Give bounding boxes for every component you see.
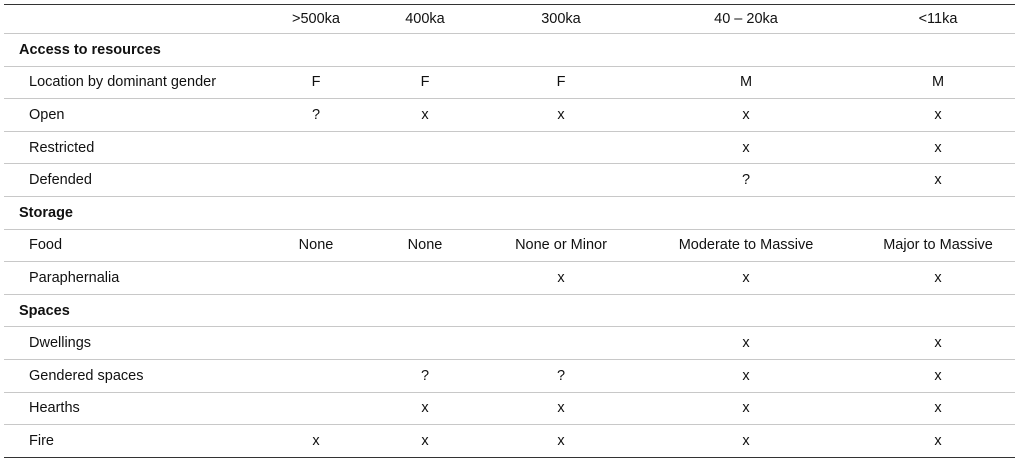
- table-cell: F: [556, 74, 566, 91]
- table-cell: x: [421, 400, 429, 417]
- row-label: Gendered spaces: [29, 367, 144, 384]
- table-row: [4, 327, 1015, 360]
- table-row: [4, 230, 1015, 263]
- section-title: Storage: [19, 204, 73, 221]
- table-row: [4, 393, 1015, 426]
- table-cell: x: [742, 367, 750, 384]
- table-row: [4, 425, 1015, 458]
- table-cell: F: [311, 74, 321, 91]
- table-cell: ?: [311, 106, 321, 123]
- section-title: Spaces: [19, 302, 70, 319]
- row-label: Paraphernalia: [29, 269, 120, 286]
- table-row: [4, 164, 1015, 197]
- data-table: [4, 4, 1015, 458]
- column-header: >500ka: [292, 11, 340, 27]
- table-cell: x: [557, 106, 565, 123]
- row-label: Restricted: [29, 139, 95, 156]
- table-cell: x: [557, 400, 565, 417]
- table-cell: x: [742, 432, 750, 449]
- row-label: Open: [29, 106, 65, 123]
- row-label: Fire: [29, 432, 54, 449]
- table-cell: x: [557, 432, 565, 449]
- table-row: [4, 262, 1015, 295]
- table-cell: x: [742, 106, 750, 123]
- table-cell: x: [934, 172, 942, 189]
- table-header-row: [4, 4, 1015, 34]
- table-cell: M: [931, 74, 945, 91]
- table-row: [4, 132, 1015, 165]
- table-row: [4, 67, 1015, 100]
- table-cell: x: [742, 400, 750, 417]
- table-cell: x: [934, 335, 942, 352]
- table-cell: x: [742, 335, 750, 352]
- section-header-access-to-resources: [4, 34, 1015, 67]
- column-header: 300ka: [541, 11, 581, 27]
- table-cell: ?: [556, 367, 566, 384]
- row-label: Food: [29, 237, 63, 254]
- table-cell: x: [934, 106, 942, 123]
- table-cell: x: [934, 139, 942, 156]
- table-cell: x: [312, 432, 320, 449]
- row-label: Dwellings: [29, 335, 92, 352]
- table-cell: x: [934, 367, 942, 384]
- table-cell: x: [742, 269, 750, 286]
- section-title: Access to resources: [19, 41, 161, 58]
- table-cell: Moderate to Massive: [678, 237, 814, 254]
- table-cell: M: [739, 74, 753, 91]
- row-label: Location by dominant gender: [29, 74, 217, 91]
- column-header: 400ka: [405, 11, 445, 27]
- table-cell: None or Minor: [515, 237, 607, 254]
- table-cell: x: [934, 400, 942, 417]
- section-header-spaces: [4, 295, 1015, 328]
- table-cell: x: [557, 269, 565, 286]
- row-label: Defended: [29, 172, 92, 189]
- table-row: [4, 99, 1015, 132]
- row-label: Hearths: [29, 400, 80, 417]
- table-cell: x: [421, 106, 429, 123]
- table-row: [4, 360, 1015, 393]
- table-cell: None: [298, 237, 334, 254]
- column-header: <11ka: [918, 11, 958, 27]
- table-cell: x: [742, 139, 750, 156]
- column-header: 40 – 20ka: [714, 11, 778, 27]
- table-cell: ?: [420, 367, 430, 384]
- table-cell: ?: [741, 172, 751, 189]
- table-cell: x: [934, 432, 942, 449]
- table-cell: None: [407, 237, 443, 254]
- table-cell: x: [934, 269, 942, 286]
- table-cell: Major to Massive: [883, 237, 993, 254]
- table-cell: x: [421, 432, 429, 449]
- section-header-storage: [4, 197, 1015, 230]
- table-cell: F: [420, 74, 430, 91]
